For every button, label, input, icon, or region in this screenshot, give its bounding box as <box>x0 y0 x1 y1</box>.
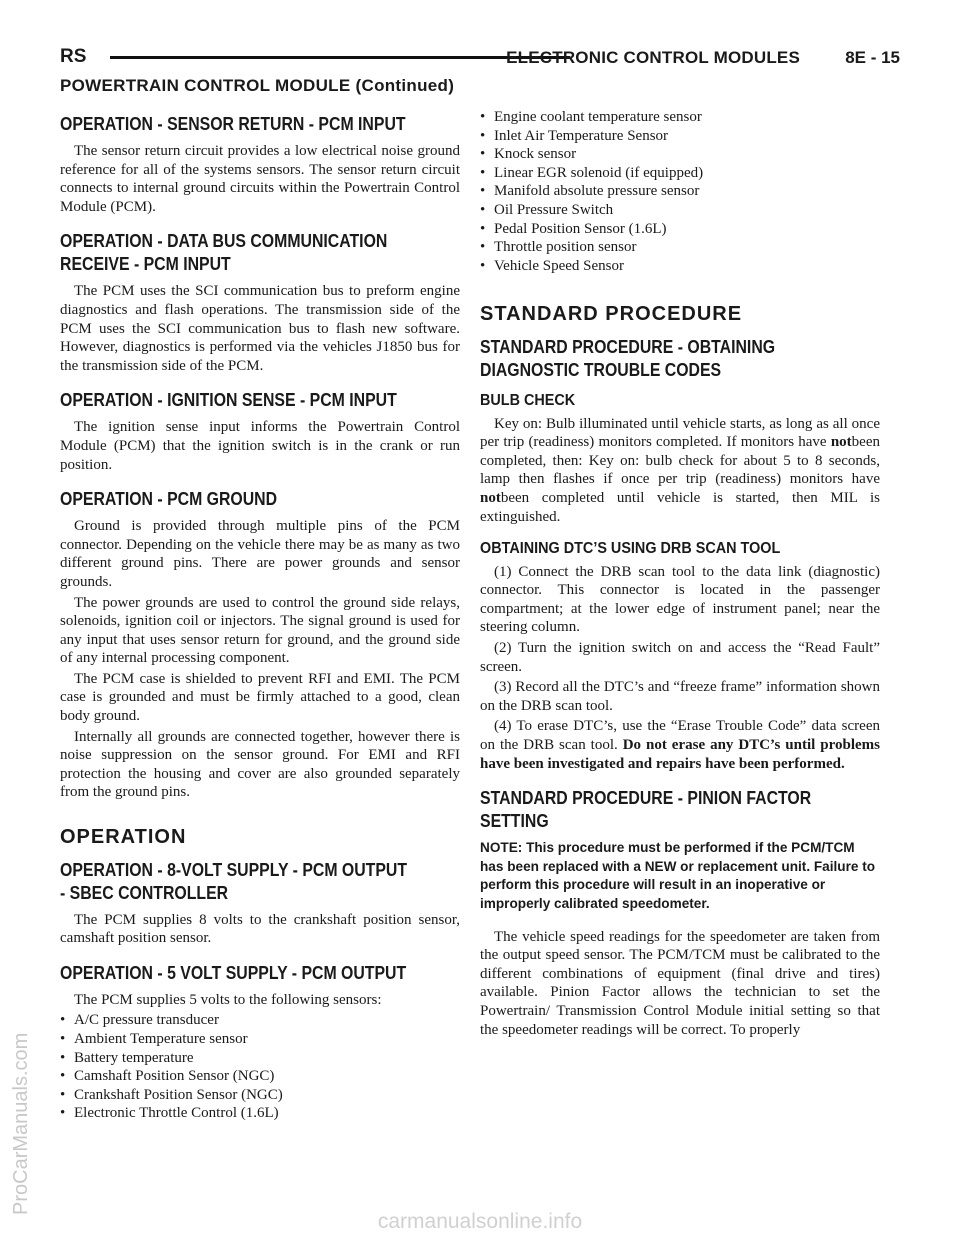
list-item: • Vehicle Speed Sensor <box>480 257 880 276</box>
list-item: • Throttle position sensor <box>480 238 880 257</box>
list-item: • Engine coolant temperature sensor <box>480 108 880 127</box>
heading-obtaining-dtc: STANDARD PROCEDURE - OBTAINING DIAGNOSTIC TROUBLE CODES <box>480 336 776 380</box>
heading-standard-procedure: STANDARD PROCEDURE <box>480 303 743 326</box>
heading-operation: OPERATION <box>60 826 187 849</box>
paragraph-data-bus: The PCM uses the SCI communication bus to preform engine diagnostics and flash operations. The transmission side of the PCM uses the SCI communication bus to flash new software. However, diagnostics is performed via the vehicles J1850 bus for the transmission side of the PCM. <box>60 283 460 374</box>
bottom-watermark: carmanualsonline.info <box>377 1210 583 1233</box>
heading-data-bus: OPERATION - DATA BUS COMMUNICATION RECEIVE - PCM INPUT <box>60 231 388 275</box>
heading-5volt: OPERATION - 5 VOLT SUPPLY - PCM OUTPUT <box>60 962 407 983</box>
paragraph-ground-4: Internally all grounds are connected together, however there is noise suppression on the sensor ground. For EMI and RFI protection the housing and cover are also grounded separately from the ground pins. <box>60 728 460 801</box>
paragraph-ignition-sense: The ignition sense input informs the Powertrain Control Module (PCM) that the ignition switch is in the crank or run position. <box>60 419 460 473</box>
paragraph-ground-3: The PCM case is shielded to prevent RFI and EMI. The PCM case is grounded and must be firmly attached to a good, clean body ground. <box>60 670 460 725</box>
header-section-title: ELECTRONIC CONTROL MODULES <box>506 48 800 67</box>
right-column <box>480 108 880 1041</box>
page-header <box>60 46 900 76</box>
page-number: 8E - 15 <box>845 48 900 67</box>
left-column <box>60 108 460 1123</box>
list-item: • Linear EGR solenoid (if equipped) <box>480 164 880 183</box>
header-rule <box>110 56 570 59</box>
paragraph-drb-step-1: (1) Connect the DRB scan tool to the data link (diagnostic) connector. This connector is located in the passenger compartment; at the lower edge of instrument panel; near the steering column. <box>480 563 880 636</box>
header-model: RS <box>60 46 87 67</box>
heading-sensor-return: OPERATION - SENSOR RETURN - PCM INPUT <box>60 114 406 134</box>
side-watermark: ProCarManuals.com <box>10 1032 32 1215</box>
list-item: • Inlet Air Temperature Sensor <box>480 127 880 146</box>
heading-drb-scan-tool: OBTAINING DTC’S USING DRB SCAN TOOL <box>480 540 781 558</box>
paragraph-5volt: The PCM supplies 5 volts to the following sensors: <box>74 991 382 1008</box>
heading-pinion-factor: STANDARD PROCEDURE - PINION FACTOR SETTING <box>480 788 812 832</box>
list-item: • Battery temperature <box>60 1049 460 1068</box>
paragraph-drb-step-4: (4) To erase DTC’s, use the “Erase Trouble Code” data screen on the DRB scan tool. Do not erase any DTC’s until problems have been investigated and repairs have been performed. <box>480 718 881 772</box>
list-item: • Camshaft Position Sensor (NGC) <box>60 1067 460 1086</box>
paragraph-drb-step-3: (3) Record all the DTC’s and “freeze frame” information shown on the DRB scan tool. <box>480 679 880 714</box>
list-item: • A/C pressure transducer <box>60 1011 460 1030</box>
list-item: • Pedal Position Sensor (1.6L) <box>480 220 880 239</box>
heading-pcm-ground: OPERATION - PCM GROUND <box>60 489 278 510</box>
list-item: • Oil Pressure Switch <box>480 201 880 220</box>
continued-heading: POWERTRAIN CONTROL MODULE (Continued) <box>60 76 455 95</box>
list-item: • Electronic Throttle Control (1.6L) <box>60 1104 460 1123</box>
list-item: • Crankshaft Position Sensor (NGC) <box>60 1086 460 1105</box>
paragraph-sensor-return: The sensor return circuit provides a low electrical noise ground reference for all of the systems sensors. The sensor return circuit connects to internal ground circuits within the Powertrain Control Module (PCM). <box>60 143 460 215</box>
list-item: • Knock sensor <box>480 145 880 164</box>
list-5volt-sensors <box>60 1011 460 1123</box>
paragraph-8volt: The PCM supplies 8 volts to the crankshaft position sensor, camshaft position sensor. <box>60 911 460 947</box>
heading-8volt: OPERATION - 8-VOLT SUPPLY - PCM OUTPUT - SBEC CONTROLLER <box>60 859 408 903</box>
heading-ignition-sense: OPERATION - IGNITION SENSE - PCM INPUT <box>60 390 397 411</box>
list-item: • Ambient Temperature sensor <box>60 1030 460 1049</box>
paragraph-bulb-check: Key on: Bulb illuminated until vehicle starts, as long as all once per trip (readiness) monitors completed. If monitors have notbeen completed, then: Key on: bulb check for about 5 to 8 seconds, lamp then flashes if once per trip (readiness) monitors have notbeen completed until vehicle is started, then MIL is extinguished. <box>480 415 880 525</box>
list-5volt-sensors-continued <box>480 108 880 275</box>
paragraph-ground-1: Ground is provided through multiple pins of the PCM connector. Depending on the vehicle there may be as many as two different ground pins. There are power grounds and sensor grounds. <box>60 518 460 590</box>
list-item: • Manifold absolute pressure sensor <box>480 182 880 201</box>
paragraph-drb-step-2: (2) Turn the ignition switch on and access the “Read Fault” screen. <box>480 640 880 675</box>
note-pinion-factor: NOTE: This procedure must be performed if the PCM/TCM has been replaced with a NEW or replacement unit. Failure to perform this procedure will result in an inoperative or improperly calibrated speedometer. <box>480 840 876 911</box>
heading-bulb-check: BULB CHECK <box>480 391 576 409</box>
paragraph-ground-2: The power grounds are used to control the ground side relays, solenoids, ignition coil or injectors. The signal ground is used for any input that uses sensor return for ground, and the ground side of any internal processing component. <box>60 594 460 667</box>
paragraph-pinion-factor: The vehicle speed readings for the speedometer are taken from the output speed sensor. The PCM/TCM must be calibrated to the different combinations of equipment (final drive and tires) available. Pinion Factor allows the technician to set the Powertrain/ Transmission Control Module initial setting so that the speedometer readings will be correct. To properly <box>480 928 880 1038</box>
